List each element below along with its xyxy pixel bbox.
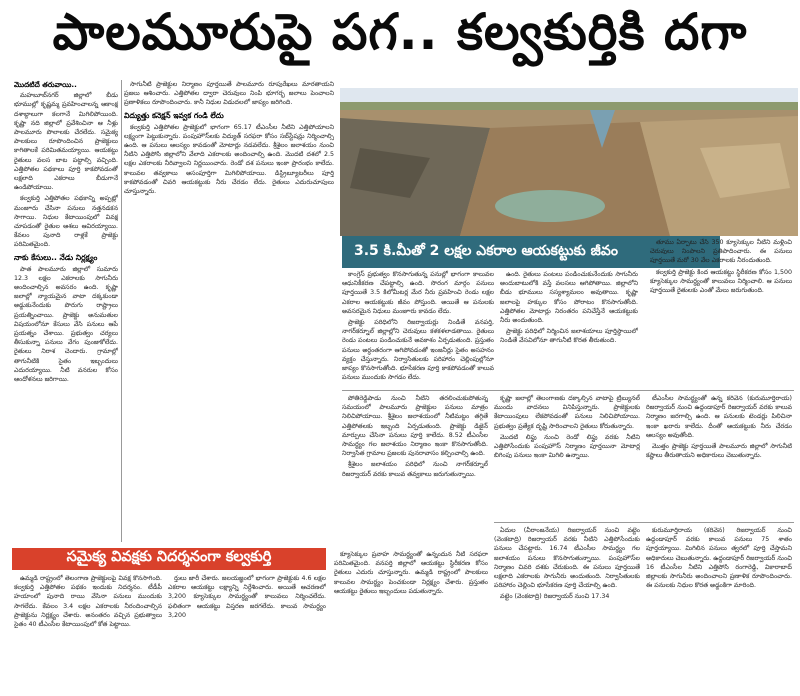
column-rule: [121, 80, 122, 542]
kicker: మొదటిదే తరువాయి..: [14, 80, 77, 89]
story-banner: సమైక్య వివక్షకు నిదర్శనంగా కల్వకుర్తి: [12, 548, 326, 570]
paragraph: కల్వకుర్తి ఎత్తిపోతల ప్రాజెక్టులో భాగంగా 65.17 టీఎంసీల నీటిని ఎత్తిపోయాలని లక్ష్యంగా పెట్టుకున్నారు. పంపుహౌస్‌లకు విద్యుత్‌ సరఫరా కోసం సబ్‌స్టేషన్లు నిర్మించాల్సి ఉంది. ఆ పనులు ఆలస్యం కావడంతో మోటార్లు నడవలేదు. శ్రీశైలం జలాశయం నుంచి నీటిని ఎత్తిపోసి జిల్లాలోని వేలాది ఎకరాలకు అందించాల్సి ఉంది. మొదటి దశలో 2.5 లక్షల ఎకరాలకు నీరివ్వాలని నిర్ణయించారు. రెండో దశ పనులు ఇంకా ప్రారంభం కాలేదు. కాలువల తవ్వకాలు అసంపూర్తిగా మిగిలిపోయాయి. డిస్ట్రిబ్యూటరీలు పూర్తి కాకపోవడంతో చివరి ఆయకట్టుకు నీరు చేరడం లేదు. రైతులు ఎదురుచూపులు చూస్తున్నారు.: [124, 123, 334, 196]
subheading: నాకు కేసులు.. నేడు నిర్లక్ష్యం: [14, 252, 98, 262]
paragraph: ఏదుల (వీరాంజనేయ) రిజర్వాయర్‌ నుంచి వట్టెం (వెంకటాద్రి) రిజర్వాయర్‌ వరకు నీటిని ఎత్తిపోసేందుకు పనులు చేపట్టారు. 16.74 టీఎంసీల సామర్థ్యం గల జలాశయం పనులు కొనసాగుతున్నాయి. పంపుహౌస్‌ల నిర్మాణం చివరి దశకు చేరుకుంది. ఈ పనులు పూర్తయితే లక్షలాది ఎకరాలకు సాగునీరు అందుతుంది. నిర్వాసితులకు పరిహారం చెల్లించి భూసేకరణ పూర్తి చేయాల్సి ఉంది.: [494, 527, 640, 590]
paragraph: ఉంది. రైతులు పంటలు పండించుకునేందుకు సాగునీరు అందుబాటులోకి వస్తే వలసలు ఆగిపోతాయి. జిల్లాలోని బీడు భూములు సస్యశ్యామలం అవుతాయి. కృష్ణా జలాలపై హక్కుల కోసం పోరాటం కొనసాగుతోంది. ఎత్తిపోతల మోటార్లు నిరంతరం పనిచేస్తేనే ఆయకట్టుకు నీరు అందుతుంది.: [500, 271, 638, 325]
paragraph: కృష్ణా జలాల్లో తెలంగాణకు దక్కాల్సిన వాటాపై ట్రిబ్యునల్‌ ముందు వాదనలు వినిపిస్తున్నారు. ప్రాజెక్టులకు కేటాయింపులు లేకపోవడంతో పనులు నిలిచిపోయాయి. ప్రభుత్వం ప్రత్యేక దృష్టి సారించాలని రైతులు కోరుతున్నారు.: [494, 395, 640, 430]
paragraph: కురుమూర్తిరాయ (కరివెన) రిజర్వాయర్‌ నుంచి ఉద్దండాపూర్‌ వరకు కాలువ పనులు 75 శాతం పూర్తయ్యాయి. మిగిలిన పనులు త్వరలో పూర్తి చేస్తామని అధికారులు చెబుతున్నారు. ఉద్దండాపూర్‌ రిజర్వాయర్‌ నుంచి 16 టీఎంసీల నీటిని ఎత్తిపోసి రంగారెడ్డి, వికారాబాద్‌ జిల్లాలకు సాగునీరు అందించాలని ప్రణాళిక రూపొందించారు. ఈ పనులకు నిధుల కొరత అడ్డంకిగా మారింది.: [646, 527, 792, 590]
section-rule: [494, 522, 794, 523]
article-column-3: [342, 270, 494, 388]
article-column-8: [646, 394, 792, 520]
paragraph: శ్రీశైలం జలాశయం పరిధిలో నుంచి నాగర్‌కర్నూల్‌ రిజర్వాయర్‌ వరకు కాలువ తవ్వకాలు జరుగుతున్నాయి.: [342, 461, 488, 478]
subheading: విద్యుత్తు కనెక్షన్‌ ఇవ్వక గండి లేదు: [124, 110, 224, 120]
article-column-2: [124, 80, 334, 540]
headline: పాలమూరుపై పగ.. కల్వకుర్తికి దగా: [52, 2, 748, 61]
paragraph: కల్వకుర్తి ప్రాజెక్టు కింద ఆయకట్టు స్థిరీకరణ కోసం 1,500 క్యూసెక్కుల సామర్థ్యంతో కాలువలు నిర్మించాలి. ఆ పనులు పూర్తయితే రైతులకు ఎంతో మేలు జరుగుతుంది.: [650, 268, 792, 295]
paragraph: మొత్తం ప్రాజెక్టు పూర్తయితే పాలమూరు జిల్లాలో సాగునీటి కష్టాలు తీరుతాయని అధికారులు చెబుతున్నారు.: [646, 443, 792, 460]
article-column-13: [334, 550, 488, 692]
paragraph: క్యూసెక్కుల ప్రవాహ సామర్థ్యంతో ఉన్నందున నీటి సరఫరా పరిమితమైంది. వనపర్తి జిల్లాలో ఆయకట్టు స్థిరీకరణ కోసం రైతులు ఎదురు చూస్తున్నారు. ఉమ్మడి రాష్ట్రంలో పాలకులు కాలువల సామర్థ్యం పెంచకుండా నిర్లక్ష్యం చేశారు. ప్రస్తుతం ఆయకట్టు రైతులు ఇబ్బందులు పడుతున్నారు.: [334, 551, 488, 595]
paragraph: ర్తులు జారీ చేశారు. జలయజ్ఞంలో భాగంగా ప్రాజెక్టుకు 4.6 లక్షల ఎకరాల ఆయకట్టు లక్ష్యాన్ని నిర్దేశించారు. అయితే ఆచరణలో 3,200 క్యూసెక్కుల సామర్థ్యంతో కాలువలు నిర్మించలేదు. ఫలితంగా ఆయకట్టు విస్తరణ జరగలేదు. కాలువ సామర్థ్యం 3,200: [168, 575, 326, 619]
paragraph: టీఎంసీల సామర్థ్యంతో ఉన్న కరివెన (కురుమూర్తిరాయ) రిజర్వాయర్‌ నుంచి ఉద్దండాపూర్‌ రిజర్వాయర్‌ వరకు కాలువ నిర్మాణం జరగాల్సి ఉంది. ఆ పనులకు టెండర్లు పిలిచినా ఇంకా ఖరారు కాలేదు. దీంతో ఆయకట్టుకు నీరు చేరడం ఆలస్యం అవుతోంది.: [646, 395, 792, 439]
canal-photo: [340, 88, 798, 236]
paragraph: ప్రాజెక్టు పరిధిలోని రిజర్వాయర్లు నిండితే వనపర్తి, నాగర్‌కర్నూల్‌ జిల్లాల్లోని చెరువులు కళకళలాడతాయి. రైతులు రెండు పంటలు పండించుకునే అవకాశం ఏర్పడుతుంది. ప్రస్తుతం పనులు అర్ధంతరంగా ఆగిపోవడంతో ఇంజనీర్లు సైతం అసహనం వ్యక్తం చేస్తున్నారు. నిర్వాసితులకు పరిహారం చెల్లింపుల్లోనూ జాప్యం కొనసాగుతోంది. భూసేకరణ పూర్తి కాకపోవడంతో కాలువ పనులు ముందుకు సాగడం లేదు.: [342, 319, 494, 382]
section-rule: [342, 390, 794, 391]
paragraph: మొదటి లిఫ్టు నుంచి రెండో లిఫ్టు వరకు నీటిని ఎత్తిపోసేందుకు పంపుహౌస్‌ నిర్మాణం పూర్తయినా మోటార్ల బిగింపు పనులు ఇంకా మిగిలి ఉన్నాయి.: [494, 433, 640, 460]
paragraph: పోతిరెడ్డిపాడు నుంచి నీటిని తరలించుకుపోతున్న సమయంలో పాలమూరు ప్రాజెక్టుల పనులు మాత్రం నిలిచిపోయాయి. శ్రీశైలం జలాశయంలో నీటిమట్టం తగ్గితే ఎత్తిపోతలకు ఇబ్బంది ఏర్పడుతుంది. ప్రాజెక్టు డిజైన్‌ మార్పులు చేసినా పనులు పూర్తి కాలేదు. 8.52 టీఎంసీల సామర్థ్యం గల జలాశయం నిర్మాణం ఇంకా కొనసాగుతోంది. నిర్వాసిత గ్రామాల ప్రజలకు పునరావాసం కల్పించాల్సి ఉంది.: [342, 395, 488, 458]
paragraph: ఉమ్మడి రాష్ట్రంలో తెలంగాణ ప్రాజెక్టులపై వివక్ష కొనసాగింది. కల్వకుర్తి ఎత్తిపోతల పథకం ఇందుకు నిదర్శనం. టీడీపీ హయాంలో పునాది రాయి వేసినా పనులు ముందుకు సాగలేదు. కేవలం 3.4 లక్షల ఎకరాలకు నీరందించాల్సిన ప్రాజెక్టును నిర్లక్ష్యం చేశారు. అనంతరం వచ్చిన ప్రభుత్వాలు సైతం 40 టీఎంసీల కేటాయింపులో కోత పెట్టాయి.: [14, 575, 162, 629]
canal-photo-image: [340, 88, 798, 236]
paragraph: పాత పాలమూరు జిల్లాలో సుమారు 12.3 లక్షల ఎకరాలకు సాగునీరు అందించాల్సిన అవసరం ఉంది. కృష్ణా జలాల్లో న్యాయమైన వాటా దక్కకుండా అడ్డుకునేందుకు పొరుగు రాష్ట్రాలు ప్రయత్నించాయి. ప్రాజెక్టు అనుమతుల విషయంలోనూ కేసులు వేసి పనులు ఆపే ప్రయత్నం చేశాయి. ప్రభుత్వం చర్యలు తీసుకున్నా పనులు వేగం పుంజుకోలేదు. రైతులు నిరాశ చెందారు. గ్రామాల్లో తాగునీటికి సైతం ఇబ్బందులు ఎదురయ్యాయి. నీటి వనరుల కోసం ఆందోళనలు జరిగాయి.: [14, 265, 118, 384]
paragraph: ప్రాజెక్టు పరిధిలో నిర్మించిన జలాశయాలు పూర్తిస్థాయిలో నిండితే వేసవిలోనూ తాగునీటి కొరత తీరుతుంది.: [500, 328, 638, 345]
article-column-10: [646, 526, 792, 692]
paragraph: సాగునీటి ప్రాజెక్టుల నిర్మాణం పూర్తయితే పాలమూరు రూపురేఖలు మారతాయని ప్రజలు ఆశించారు. ఎత్తిపోతల ద్వారా చెరువులు నింపి భూగర్భ జలాలు పెంచాలని ప్రణాళికలు రూపొందించారు. కానీ నిధుల విడుదలలో జాప్యం జరిగింది.: [124, 81, 334, 107]
article-column-12: [168, 574, 326, 692]
photo-caption: 3.5 కి.మీతో 2 లక్షల ఎకరాల ఆయకట్టుకు జీవం: [342, 236, 720, 268]
article-column-4: [500, 270, 638, 388]
paragraph: కల్వకుర్తి ఎత్తిపోతల పథకాన్ని అప్పట్లో మంజూరు చేసినా పనులు నత్తనడకన సాగాయి. నిధుల కేటాయింపులో వివక్ష చూపడంతో రైతుల ఆశలు ఆవిరయ్యాయి. కేవలం పునాది రాళ్లకే ప్రాజెక్టు పరిమితమైంది.: [14, 195, 118, 249]
paragraph: కాంగ్రెస్‌ ప్రభుత్వం కొనసాగుతున్న పనుల్లో భాగంగా కాలువల ఆధునికీకరణ చేపట్టాల్సి ఉంది. సొరంగ మార్గం పనులు పూర్తయితే 3.5 కిలోమీటర్ల మేర నీరు ప్రవహించి రెండు లక్షల ఎకరాల ఆయకట్టుకు జీవం పోస్తుంది. అయితే ఆ పనులకు అవసరమైన నిధులు మంజూరు కావడం లేదు.: [342, 271, 494, 315]
article-column-7: [494, 394, 640, 546]
article-column-9: [494, 526, 640, 692]
article-column-6: [342, 394, 488, 546]
paragraph: మహబూబ్‌నగర్‌ జిల్లాలో బీడు భూముల్లో కృష్ణమ్మ ప్రవహించాలన్న ఆకాంక్ష దశాబ్దాలుగా కలగానే మిగిలిపోయింది. కృష్ణా నది జిల్లాలో ప్రవేశించినా ఆ నీళ్లు పాలమూరు పొలాలకు చేరలేదు. సమైక్య పాలకులు రూపొందించిన ప్రాజెక్టులు కాగితాలకే పరిమితమయ్యాయి. ఆయకట్టు రైతులు వలస బాట పట్టాల్సి వచ్చింది. ఎత్తిపోతల పథకాలు పూర్తి కాకపోవడంతో లక్షలాది ఎకరాలు బీడుగానే ఉండిపోయాయి.: [14, 92, 118, 192]
paragraph: తూము ఏర్పాటు చేసి 350 క్యూసెక్కుల నీటిని మళ్లించి చెరువులు నింపాలని ప్రతిపాదించారు. ఈ పనులు పూర్తయితే మరో 30 వేల ఎకరాలకు నీరందుతుంది.: [650, 239, 792, 265]
article-column-11: [14, 574, 162, 692]
article-column-1: [14, 80, 118, 540]
article-column-5: [650, 238, 792, 388]
paragraph: వట్టెం (వెంకటాద్రి) రిజర్వాయర్‌ నుంచి 17.34: [500, 593, 610, 601]
